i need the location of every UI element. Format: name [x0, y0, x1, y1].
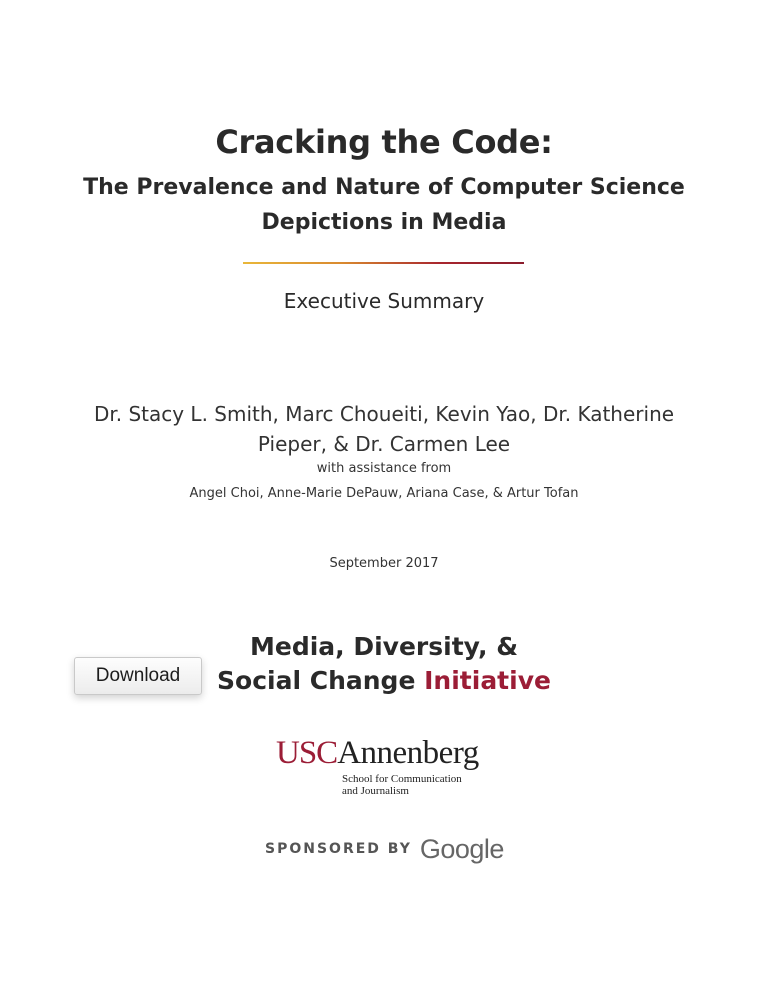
usc-school-line-2: and Journalism	[342, 785, 409, 797]
usc-school-name	[342, 773, 462, 797]
initiative-accent: Initiative	[424, 666, 551, 695]
usc-wordmark: USC	[276, 735, 338, 771]
usc-annenberg-logo	[276, 733, 506, 803]
title-divider	[243, 262, 524, 264]
document-title: Cracking the Code:	[215, 123, 553, 161]
initiative-line-2-main: Social Change	[217, 666, 425, 695]
authors-line-2: Pieper, & Dr. Carmen Lee	[257, 432, 511, 456]
initiative-line-1: Media, Diversity, &	[249, 632, 519, 661]
assistance-label: with assistance from	[316, 461, 452, 476]
section-heading: Executive Summary	[283, 289, 485, 313]
document-subtitle	[0, 170, 768, 240]
sponsor-label: SPONSORED BY	[265, 841, 412, 857]
authors-line-1: Dr. Stacy L. Smith, Marc Choueiti, Kevin Yao, Dr. Katherine	[93, 402, 675, 426]
usc-annenberg-wordmark	[276, 733, 479, 773]
subtitle-line-2: Depictions in Media	[261, 210, 507, 235]
subtitle-line-1: The Prevalence and Nature of Computer Science	[83, 175, 685, 200]
publication-date: September 2017	[329, 556, 439, 571]
download-button[interactable]: Download	[74, 657, 202, 695]
annenberg-wordmark: Annenberg	[337, 735, 479, 771]
sponsor-block	[265, 834, 504, 864]
assistants-list: Angel Choi, Anne-Marie DePauw, Ariana Case, & Artur Tofan	[189, 486, 579, 501]
google-logo: Google	[419, 833, 504, 864]
usc-school-line-1: School for Communication	[342, 773, 462, 785]
authors-block	[0, 399, 768, 459]
